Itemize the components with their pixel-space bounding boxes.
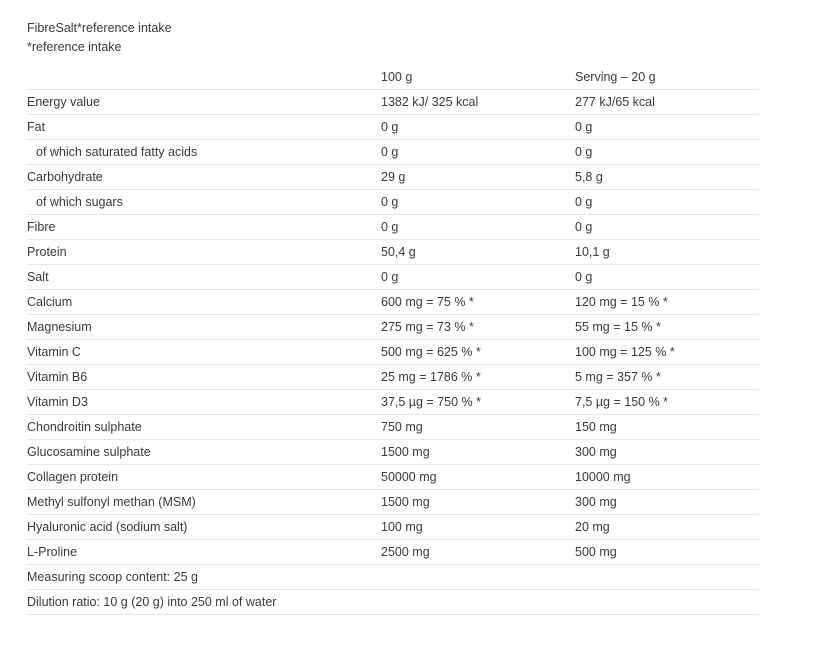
table-row (27, 265, 759, 290)
table-row (27, 140, 759, 165)
table-row (27, 190, 759, 215)
value-per-serving (575, 590, 759, 615)
nutrient-label: Fibre (27, 215, 381, 240)
table-row (27, 365, 759, 390)
table-row (27, 415, 759, 440)
nutrient-label: Measuring scoop content: 25 g (27, 565, 381, 590)
value-per-serving: 20 mg (575, 515, 759, 540)
table-row (27, 315, 759, 340)
value-per-serving: 10,1 g (575, 240, 759, 265)
table-header-row (27, 65, 759, 90)
table-row (27, 465, 759, 490)
table-row (27, 90, 759, 115)
value-per-serving: 120 mg = 15 % * (575, 290, 759, 315)
value-per-100g: 0 g (381, 265, 575, 290)
nutrient-label: Salt (27, 265, 381, 290)
value-per-100g: 500 mg = 625 % * (381, 340, 575, 365)
value-per-serving: 0 g (575, 215, 759, 240)
table-row (27, 590, 759, 615)
value-per-100g: 275 mg = 73 % * (381, 315, 575, 340)
value-per-100g: 2500 mg (381, 540, 575, 565)
value-per-100g: 1500 mg (381, 440, 575, 465)
value-per-serving: 150 mg (575, 415, 759, 440)
value-per-serving: 0 g (575, 115, 759, 140)
value-per-100g: 100 mg (381, 515, 575, 540)
table-row (27, 290, 759, 315)
table-row (27, 490, 759, 515)
value-per-100g: 0 g (381, 190, 575, 215)
nutrient-label: of which sugars (27, 190, 381, 215)
value-per-serving: 0 g (575, 190, 759, 215)
nutrient-label: Dilution ratio: 10 g (20 g) into 250 ml of water (27, 590, 381, 615)
value-per-serving: 300 mg (575, 440, 759, 465)
value-per-100g (381, 565, 575, 590)
nutrient-label: Carbohydrate (27, 165, 381, 190)
value-per-serving: 0 g (575, 140, 759, 165)
value-per-100g: 0 g (381, 215, 575, 240)
value-per-100g: 1500 mg (381, 490, 575, 515)
value-per-100g: 50,4 g (381, 240, 575, 265)
value-per-serving: 5 mg = 357 % * (575, 365, 759, 390)
value-per-100g (381, 590, 575, 615)
value-per-serving: 277 kJ/65 kcal (575, 90, 759, 115)
caption-title: FibreSalt*reference intake (27, 21, 172, 35)
column-header-per-100g: 100 g (381, 65, 575, 90)
nutrient-label: Fat (27, 115, 381, 140)
table-row (27, 340, 759, 365)
nutrient-label: L-Proline (27, 540, 381, 565)
nutrition-table (27, 65, 759, 615)
value-per-100g: 750 mg (381, 415, 575, 440)
table-row (27, 515, 759, 540)
value-per-serving: 500 mg (575, 540, 759, 565)
value-per-serving: 300 mg (575, 490, 759, 515)
nutrient-label: Vitamin C (27, 340, 381, 365)
nutrient-label: Energy value (27, 90, 381, 115)
nutrient-label: Chondroitin sulphate (27, 415, 381, 440)
table-row (27, 565, 759, 590)
table-row (27, 390, 759, 415)
value-per-100g: 1382 kJ/ 325 kcal (381, 90, 575, 115)
value-per-100g: 25 mg = 1786 % * (381, 365, 575, 390)
nutrient-label: Glucosamine sulphate (27, 440, 381, 465)
table-row (27, 215, 759, 240)
value-per-serving (575, 565, 759, 590)
nutrient-label: Magnesium (27, 315, 381, 340)
value-per-serving: 0 g (575, 265, 759, 290)
table-row (27, 115, 759, 140)
table-row (27, 240, 759, 265)
table-caption (27, 19, 172, 57)
table-row (27, 440, 759, 465)
value-per-serving: 5,8 g (575, 165, 759, 190)
value-per-100g: 0 g (381, 140, 575, 165)
value-per-100g: 37,5 µg = 750 % * (381, 390, 575, 415)
value-per-serving: 100 mg = 125 % * (575, 340, 759, 365)
nutrient-label: Protein (27, 240, 381, 265)
nutrient-label: Hyaluronic acid (sodium salt) (27, 515, 381, 540)
value-per-100g: 50000 mg (381, 465, 575, 490)
value-per-serving: 10000 mg (575, 465, 759, 490)
column-header-per-serving: Serving – 20 g (575, 65, 759, 90)
nutrient-label: Vitamin B6 (27, 365, 381, 390)
table-row (27, 165, 759, 190)
nutrient-label: Calcium (27, 290, 381, 315)
caption-footnote: *reference intake (27, 40, 122, 54)
nutrient-label: of which saturated fatty acids (27, 140, 381, 165)
value-per-100g: 600 mg = 75 % * (381, 290, 575, 315)
value-per-100g: 0 g (381, 115, 575, 140)
nutrient-label: Collagen protein (27, 465, 381, 490)
nutrient-label: Methyl sulfonyl methan (MSM) (27, 490, 381, 515)
value-per-serving: 7,5 µg = 150 % * (575, 390, 759, 415)
nutrient-label: Vitamin D3 (27, 390, 381, 415)
column-header-nutrient (27, 65, 381, 90)
value-per-serving: 55 mg = 15 % * (575, 315, 759, 340)
value-per-100g: 29 g (381, 165, 575, 190)
table-row (27, 540, 759, 565)
